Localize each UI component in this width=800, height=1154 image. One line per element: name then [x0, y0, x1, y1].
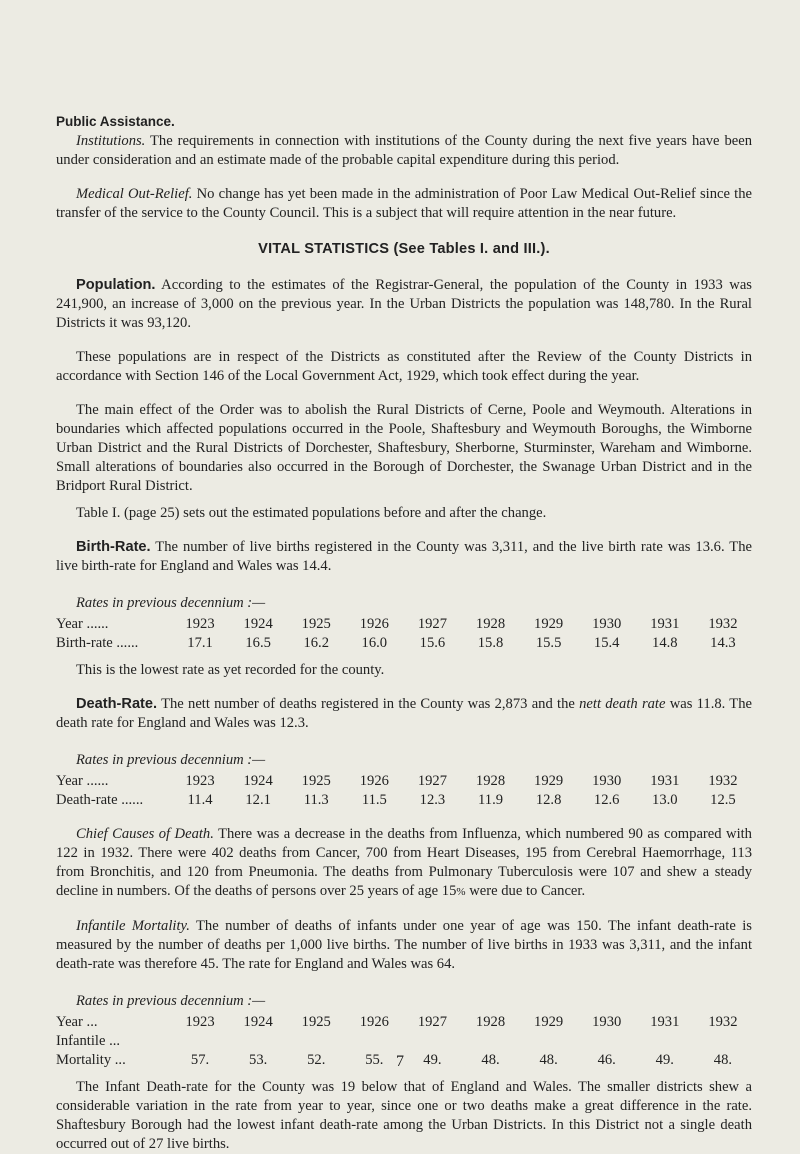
- institutions-text: The requirements in connection with institutions of the County during the next five years have been under consideration and an estimate made of the probable capital expenditure during this period.: [56, 133, 752, 168]
- population-text: According to the estimates of the Registrar-General, the population of the County in 1933 was 241,900, an increase of 3,000 on the previous year. In the Urban Districts the population was 148,780. In the Rural Districts it was 93,120.: [56, 277, 752, 331]
- value-cell: 12.5: [710, 792, 736, 808]
- year-cell: 1928: [475, 1014, 506, 1030]
- death-rate-lead: Death-Rate.: [76, 696, 158, 712]
- year-cell: 1923: [185, 616, 215, 632]
- value-cell: 55.: [365, 1052, 384, 1068]
- value-cell: 15.8: [477, 635, 504, 651]
- value-cell: 48.: [539, 1052, 558, 1068]
- value-cell: 12.8: [535, 792, 562, 808]
- year-cell: 1931: [650, 773, 680, 789]
- year-cell: 1929: [534, 1014, 564, 1030]
- year-cell: 1929: [534, 616, 564, 632]
- year-cell: 1931: [650, 1014, 680, 1030]
- birth-rate-table-title: Rates in previous decennium :—: [76, 595, 266, 611]
- value-cell: 13.0: [652, 792, 678, 808]
- value-cell: 16.2: [303, 635, 329, 651]
- value-cell: 11.3: [303, 792, 329, 808]
- year-label: Year ...: [56, 1014, 98, 1030]
- medical-out-relief-lead: Medical Out-Relief.: [76, 186, 193, 202]
- year-cell: 1927: [417, 773, 448, 789]
- year-cell: 1928: [475, 773, 506, 789]
- death-rate-label: Death-rate ......: [56, 792, 144, 808]
- chief-causes-lead: Chief Causes of Death.: [76, 826, 214, 842]
- year-cell: 1924: [243, 773, 273, 789]
- table-row: [56, 615, 752, 634]
- table-row: [56, 772, 752, 791]
- value-cell: 14.3: [710, 635, 736, 651]
- year-cell: 1925: [301, 773, 331, 789]
- birth-rate-text: The number of live births registered in the County was 3,311, and the live birth rate was 13.6. The live birth-rate for England and Wales was 14.4.: [56, 539, 752, 574]
- death-rate-text-em: nett death rate: [579, 696, 666, 712]
- infantile-mortality-closing: The Infant Death-rate for the County was 19 below that of England and Wales. The smaller districts shew a considerable variation in the rate from year to year, since one or two deaths make a great difference in the rate. Shaftesbury Borough had the lowest infant death-rate among the Urban Districts. In this District not a single death occurred out of 27 live births.: [56, 1079, 752, 1152]
- value-cell: 11.4: [187, 792, 213, 808]
- year-label: Year ......: [56, 773, 109, 789]
- value-cell: 12.6: [593, 792, 620, 808]
- value-cell: 52.: [307, 1052, 326, 1068]
- year-cell: 1932: [708, 773, 738, 789]
- table-row: [56, 1032, 752, 1051]
- year-cell: 1923: [185, 1014, 215, 1030]
- birth-rate-paragraph: [56, 538, 752, 576]
- year-cell: 1923: [185, 773, 215, 789]
- year-cell: 1931: [650, 616, 680, 632]
- page-number: 7: [396, 1053, 404, 1070]
- year-cell: 1926: [359, 616, 389, 632]
- death-rate-table: [56, 772, 752, 810]
- infantile-mortality-table-title: Rates in previous decennium :—: [76, 993, 266, 1009]
- value-cell: 14.8: [652, 635, 678, 651]
- chief-causes-text-a: There was a decrease in the deaths from Influenza, which numbered 90 as compared with 122 in 1932. There were 402 deaths from Cancer, 700 from Heart Diseases, 195 from Cerebral Haemorrhage, 113 from Bronchitis, and 120 from Pneumonia. The deaths from Pulmonary Tuberculosis were 107 and shew a steady decline in numbers. Of the deaths of persons over 25 years of age 15: [56, 826, 752, 899]
- value-cell: 17.1: [187, 635, 213, 651]
- birth-rate-table: [56, 615, 752, 653]
- population-paragraph-2: These populations are in respect of the Districts as constituted after the Review of the County Districts in accordance with Section 146 of the Local Government Act, 1929, which took effect during the year.: [56, 349, 752, 384]
- year-cell: 1928: [475, 616, 506, 632]
- medical-out-relief-paragraph: [56, 185, 752, 223]
- institutions-paragraph: [56, 132, 752, 170]
- table-row: [56, 791, 752, 810]
- medical-out-relief-text: No change has yet been made in the administration of Poor Law Medical Out-Relief since the transfer of the service to the County Council. This is a subject that will require attention in the near future.: [56, 186, 752, 221]
- infantile-mortality-lead: Infantile Mortality.: [76, 918, 190, 934]
- year-cell: 1930: [592, 1014, 622, 1030]
- value-cell: 11.9: [478, 792, 504, 808]
- population-paragraph: [56, 276, 752, 333]
- birth-rate-lead: Birth-Rate.: [76, 539, 151, 555]
- value-cell: 12.1: [245, 792, 271, 808]
- year-cell: 1926: [359, 1014, 389, 1030]
- table-row: [56, 634, 752, 653]
- chief-causes-paragraph: [56, 825, 752, 902]
- value-cell: 57.: [190, 1052, 210, 1068]
- value-cell: 16.5: [245, 635, 271, 651]
- percent-sign: %: [456, 886, 466, 898]
- year-cell: 1924: [243, 1014, 273, 1030]
- birth-rate-label: Birth-rate ......: [56, 635, 139, 651]
- death-rate-text-b: was 11.8. The death rate for England and Wales was 12.3.: [56, 696, 752, 731]
- year-cell: 1930: [592, 616, 622, 632]
- value-cell: 49.: [655, 1052, 674, 1068]
- chief-causes-text-b: were due to Cancer.: [465, 883, 586, 899]
- table-row: [56, 1013, 752, 1032]
- population-paragraph-4: Table I. (page 25) sets out the estimated populations before and after the change.: [76, 505, 547, 521]
- year-cell: 1929: [534, 773, 564, 789]
- year-cell: 1927: [417, 1014, 448, 1030]
- year-cell: 1925: [301, 1014, 331, 1030]
- infantile-label: Infantile ...: [56, 1033, 121, 1049]
- population-lead: Population.: [76, 277, 156, 293]
- value-cell: 15.5: [535, 635, 562, 651]
- death-rate-paragraph: [56, 695, 752, 733]
- institutions-lead: Institutions.: [76, 133, 146, 149]
- value-cell: 46.: [597, 1052, 616, 1068]
- value-cell: 11.5: [361, 792, 387, 808]
- vital-statistics-heading: VITAL STATISTICS (See Tables I. and III.).: [258, 241, 550, 257]
- mortality-label: Mortality ...: [56, 1052, 126, 1068]
- year-label: Year ......: [56, 616, 109, 632]
- year-cell: 1924: [243, 616, 273, 632]
- year-cell: 1932: [708, 616, 738, 632]
- value-cell: 53.: [249, 1052, 268, 1068]
- death-rate-text-a: The nett number of deaths registered in the County was 2,873 and the: [157, 696, 580, 712]
- year-cell: 1927: [417, 616, 448, 632]
- value-cell: 12.3: [419, 792, 446, 808]
- year-cell: 1925: [301, 616, 331, 632]
- value-cell: 15.4: [593, 635, 620, 651]
- year-cell: 1930: [592, 773, 622, 789]
- infantile-mortality-text: The number of deaths of infants under one year of age was 150. The infant death-rate is measured by the number of deaths per 1,000 live births. The number of live births in 1933 was 3,311, and the infant death-rate was therefore 45. The rate for England and Wales was 64.: [56, 918, 752, 972]
- population-paragraph-3: The main effect of the Order was to abolish the Rural Districts of Cerne, Poole and Weymouth. Alterations in boundaries which affected populations occurred in the Poole, Shaftesbury and Weymouth Boroughs, the Wimborne Urban District and the Rural Districts of Dorchester, Shaftesbury, Sherborne, Sturminster, Wareham and Wimborne. Small alterations of boundaries also occurred in the Borough of Dorchester, the Swanage Urban District and in the Bridport Rural District.: [56, 402, 752, 494]
- birth-rate-note: This is the lowest rate as yet recorded for the county.: [76, 662, 385, 678]
- section-heading-public-assistance: Public Assistance.: [56, 114, 175, 129]
- year-cell: 1926: [359, 773, 389, 789]
- value-cell: 49.: [423, 1052, 442, 1068]
- death-rate-table-title: Rates in previous decennium :—: [76, 752, 266, 768]
- year-cell: 1932: [708, 1014, 738, 1030]
- value-cell: 48.: [713, 1052, 733, 1068]
- value-cell: 16.0: [361, 635, 388, 651]
- infantile-mortality-paragraph: [56, 917, 752, 974]
- value-cell: 48.: [481, 1052, 500, 1068]
- value-cell: 15.6: [419, 635, 446, 651]
